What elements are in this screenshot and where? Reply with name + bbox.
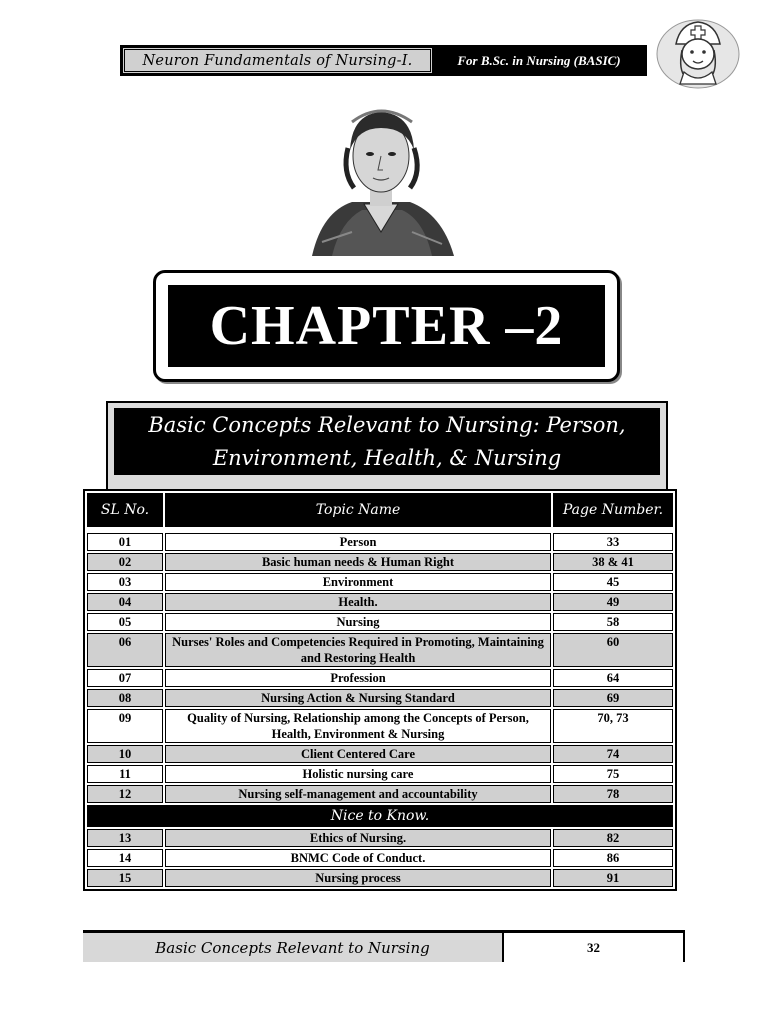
table-row bbox=[87, 709, 673, 743]
topic-cell: Ethics of Nursing. bbox=[165, 829, 551, 847]
sl-cell: 14 bbox=[87, 849, 163, 867]
page-number-cell: 33 bbox=[553, 533, 673, 551]
page-number-cell: 70, 73 bbox=[553, 709, 673, 743]
table-row bbox=[87, 633, 673, 667]
book-title: Neuron Fundamentals of Nursing-I. bbox=[122, 47, 433, 74]
page-number-cell: 64 bbox=[553, 669, 673, 687]
page-number-cell: 45 bbox=[553, 573, 673, 591]
chapter-title-line-1: Basic Concepts Relevant to Nursing: Person, bbox=[148, 412, 626, 437]
page-number-cell: 75 bbox=[553, 765, 673, 783]
topics-table bbox=[83, 489, 677, 891]
chapter-title bbox=[114, 408, 660, 475]
page-number-cell: 60 bbox=[553, 633, 673, 667]
column-header-topic: Topic Name bbox=[165, 493, 551, 527]
footer-section-title: Basic Concepts Relevant to Nursing bbox=[83, 933, 502, 962]
page-number-cell: 49 bbox=[553, 593, 673, 611]
topic-cell: Quality of Nursing, Relationship among the Concepts of Person, Health, Environment & Nursing bbox=[165, 709, 551, 743]
sl-cell: 11 bbox=[87, 765, 163, 783]
topic-cell: Health. bbox=[165, 593, 551, 611]
page-number-cell: 78 bbox=[553, 785, 673, 803]
table-row bbox=[87, 613, 673, 631]
page-number-cell: 74 bbox=[553, 745, 673, 763]
sl-cell: 15 bbox=[87, 869, 163, 887]
page-number-cell: 91 bbox=[553, 869, 673, 887]
table-row bbox=[87, 533, 673, 551]
topic-cell: Nursing Action & Nursing Standard bbox=[165, 689, 551, 707]
chapter-frame bbox=[153, 270, 620, 382]
table-row bbox=[87, 765, 673, 783]
table-subheading-row bbox=[87, 805, 673, 827]
topic-cell: BNMC Code of Conduct. bbox=[165, 849, 551, 867]
column-header-page: Page Number. bbox=[553, 493, 673, 527]
nurse-portrait-image bbox=[292, 92, 470, 256]
table-header-row bbox=[87, 493, 673, 527]
table-spacer bbox=[87, 529, 673, 531]
sl-cell: 02 bbox=[87, 553, 163, 571]
topic-cell: Person bbox=[165, 533, 551, 551]
topic-cell: Nurses' Roles and Competencies Required in Promoting, Maintaining and Restoring Health bbox=[165, 633, 551, 667]
sl-cell: 08 bbox=[87, 689, 163, 707]
table-row bbox=[87, 689, 673, 707]
page-number: 32 bbox=[502, 933, 685, 962]
topic-cell: Environment bbox=[165, 573, 551, 591]
topic-cell: Nursing process bbox=[165, 869, 551, 887]
sl-cell: 13 bbox=[87, 829, 163, 847]
chapter-heading: CHAPTER –2 bbox=[168, 285, 605, 367]
sl-cell: 07 bbox=[87, 669, 163, 687]
table-row bbox=[87, 849, 673, 867]
topic-cell: Basic human needs & Human Right bbox=[165, 553, 551, 571]
table-row bbox=[87, 553, 673, 571]
page-number-cell: 82 bbox=[553, 829, 673, 847]
topic-cell: Profession bbox=[165, 669, 551, 687]
sl-cell: 10 bbox=[87, 745, 163, 763]
page-number-cell: 69 bbox=[553, 689, 673, 707]
chapter-title-line-2: Environment, Health, & Nursing bbox=[212, 445, 562, 470]
sl-cell: 09 bbox=[87, 709, 163, 743]
page-footer bbox=[83, 930, 685, 962]
table-row bbox=[87, 785, 673, 803]
nurse-logo-icon bbox=[654, 14, 742, 90]
page-header bbox=[120, 45, 647, 76]
nice-to-know-heading: Nice to Know. bbox=[87, 805, 673, 827]
column-header-sl: SL No. bbox=[87, 493, 163, 527]
sl-cell: 04 bbox=[87, 593, 163, 611]
chapter-title-box bbox=[106, 401, 668, 496]
topic-cell: Client Centered Care bbox=[165, 745, 551, 763]
table-row bbox=[87, 669, 673, 687]
table-row bbox=[87, 745, 673, 763]
topic-cell: Holistic nursing care bbox=[165, 765, 551, 783]
page-number-cell: 38 & 41 bbox=[553, 553, 673, 571]
page-number-cell: 86 bbox=[553, 849, 673, 867]
topic-cell: Nursing self-management and accountability bbox=[165, 785, 551, 803]
course-label: For B.Sc. in Nursing (BASIC) bbox=[433, 47, 645, 74]
sl-cell: 01 bbox=[87, 533, 163, 551]
sl-cell: 12 bbox=[87, 785, 163, 803]
table-row bbox=[87, 869, 673, 887]
page-number-cell: 58 bbox=[553, 613, 673, 631]
sl-cell: 06 bbox=[87, 633, 163, 667]
sl-cell: 05 bbox=[87, 613, 163, 631]
table-row bbox=[87, 593, 673, 611]
table-row bbox=[87, 573, 673, 591]
topic-cell: Nursing bbox=[165, 613, 551, 631]
table-row bbox=[87, 829, 673, 847]
sl-cell: 03 bbox=[87, 573, 163, 591]
